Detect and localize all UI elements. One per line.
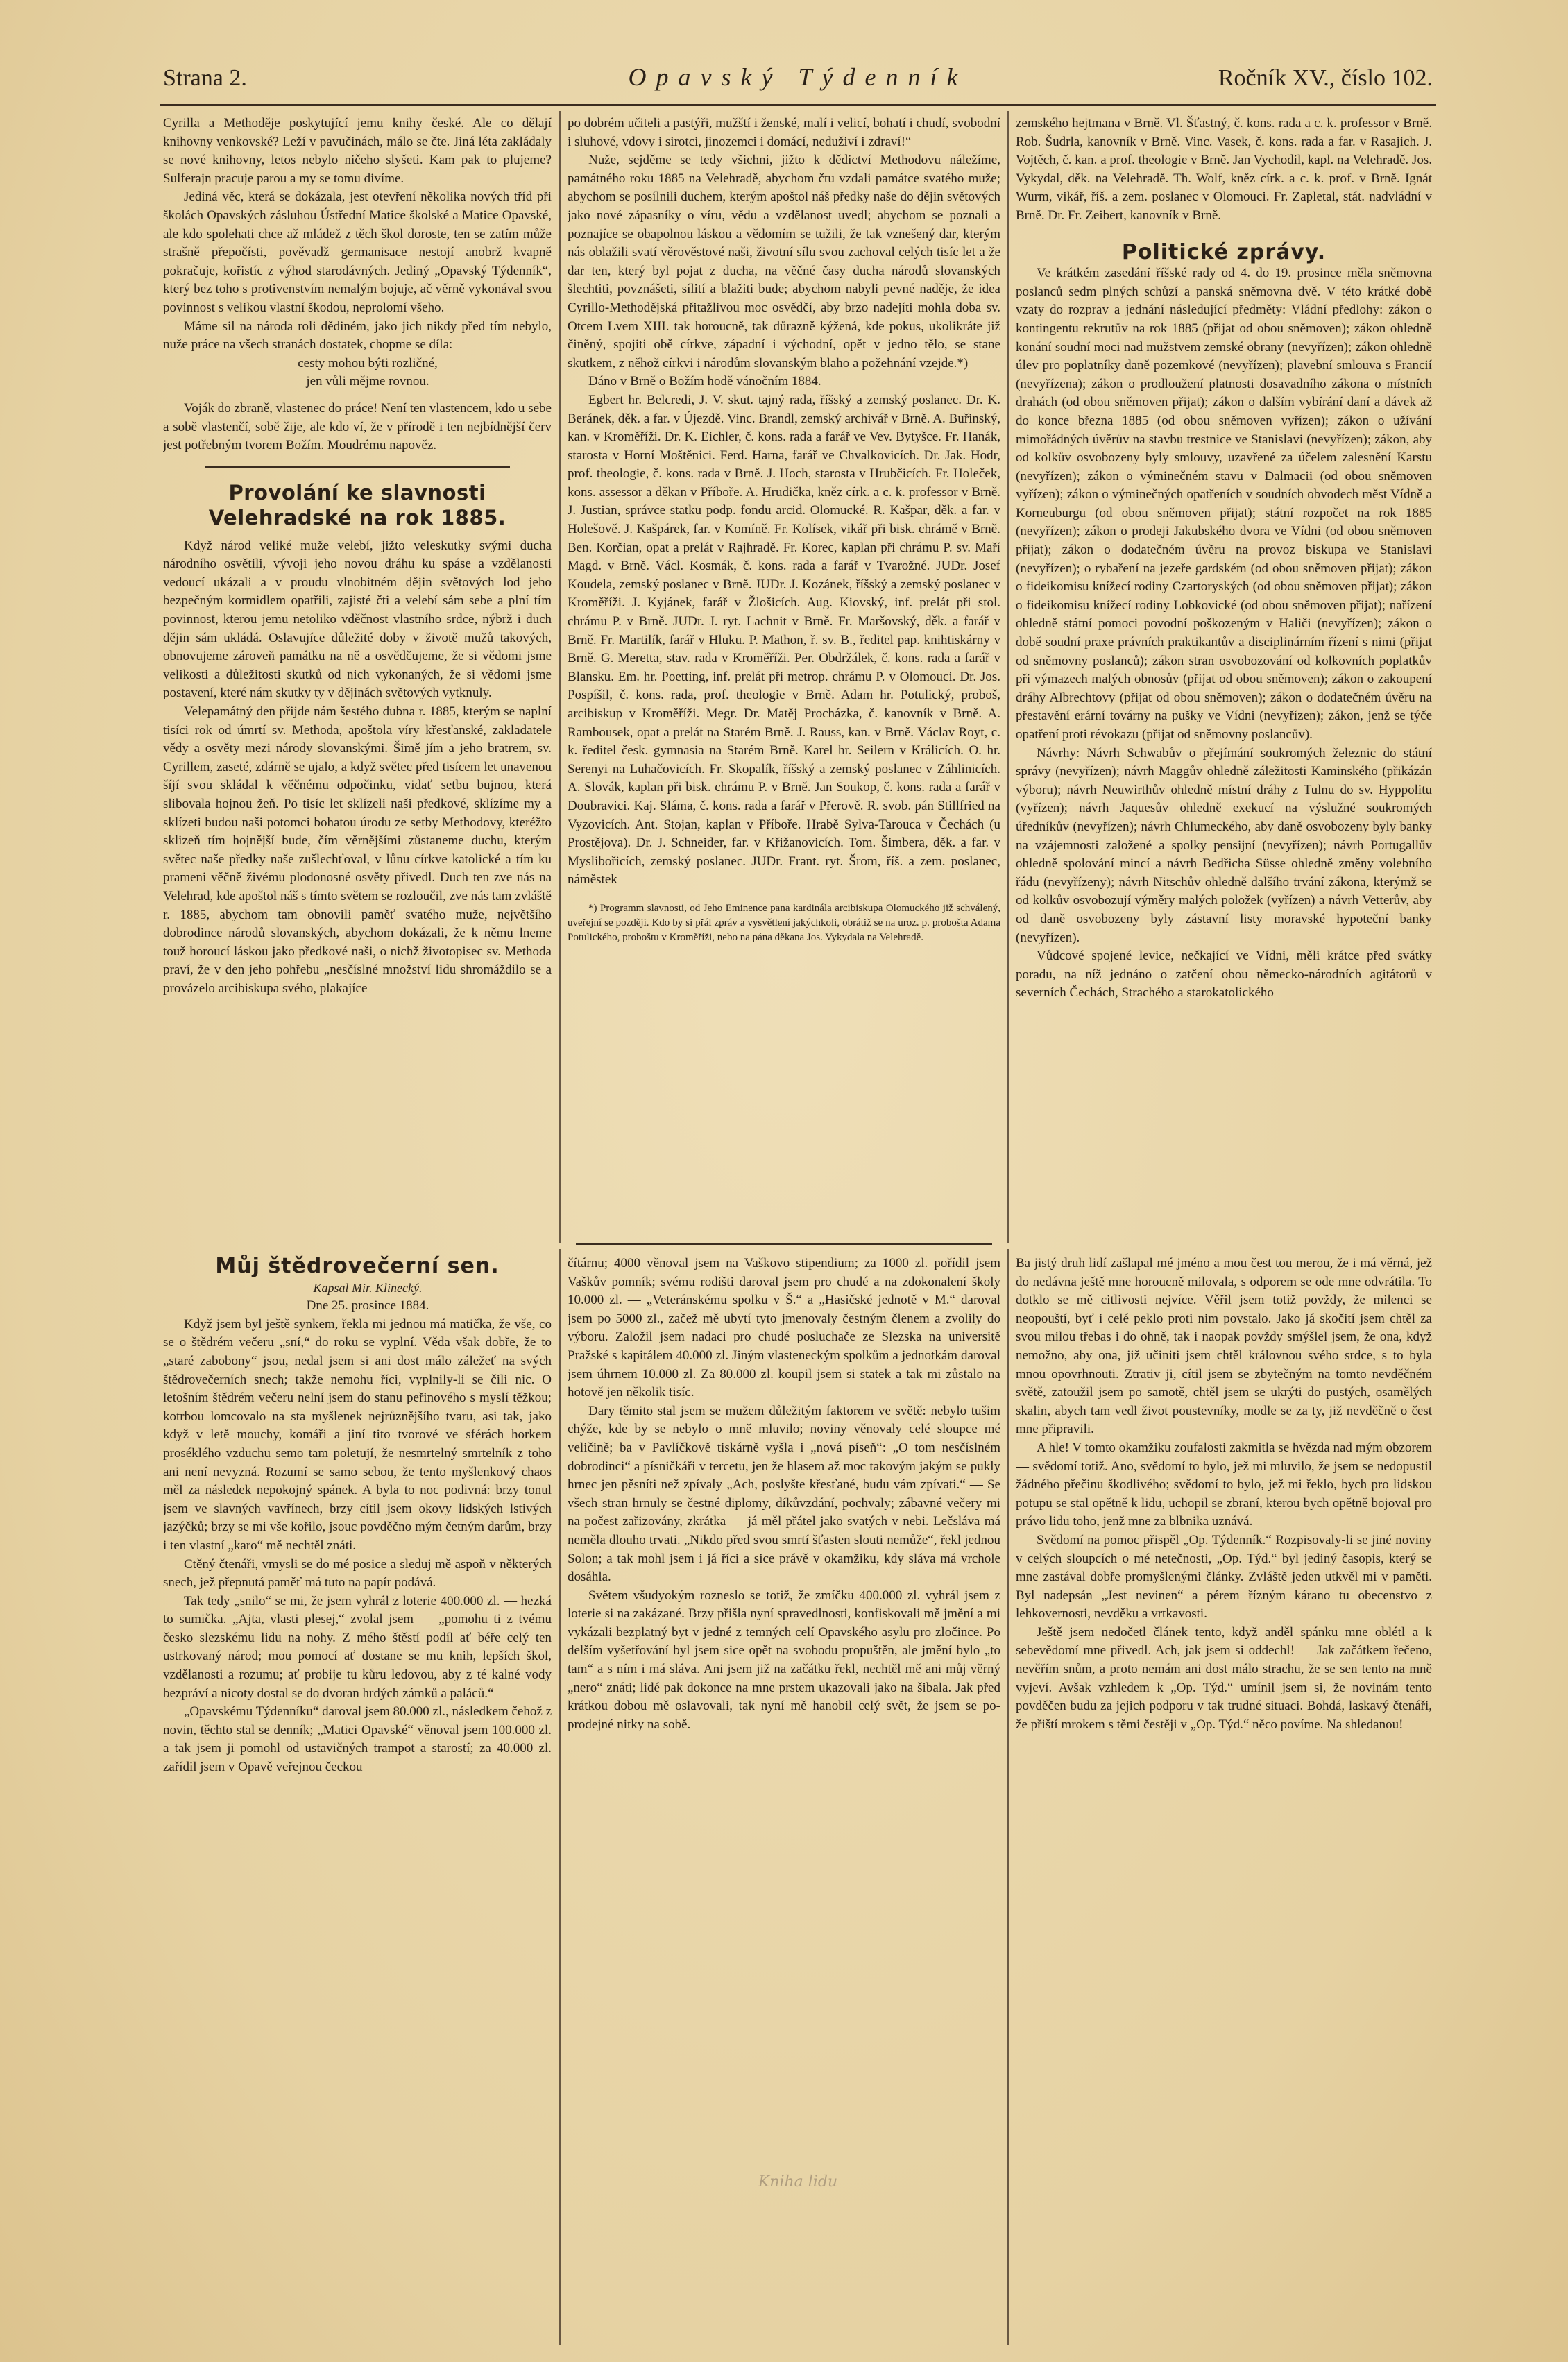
issue-number: Ročník XV., číslo 102. bbox=[1218, 65, 1433, 91]
story-paragraph: čítárnu; 4000 věnoval jsem na Vaškovo stipendium; za 1000 zl. pořídil jsem Vaškův pomník; svému rodišti daroval jsem pro chudé a na zdokonalení školy 10.000 zl. — „Veteránskému spolku v Š.“ a „Hasičské jednotě v M.“ daroval jsem po 5000 zl., začež mě ubytí tyto jmenovaly čestným členem a zvolily do výboru. Založil jsem nadaci pro chudé posluchače ze Slezska na universitě Pražské s kapitálem 40.000 zl. Jiným vlasteneckým spolkům a jednotkám daroval jsem úhrnem 10.000 zl. Za 80.000 zl. koupil jsem si statek a tak mi zůstalo na hotově jen několik tisíc. bbox=[568, 1256, 1000, 1400]
news-paragraph: Návrhy: Návrh Schwabův o přejímání soukromých železnic do státní správy (nevyřízen); návrh Maggův ohledně záležitosti Kaminského (přikázán výboru); návrh Neuwirthův ohledně místní dráhy z Tulnu do sv. Hyppolitu (vyřízen); návrh Jaquesův ohledně exekucí na výslužné soukromých úředníkův (nevyřízen); návrh Chlumeckého, aby daně osvobozeny byly banky na vzájemnosti založené a spolky pensijní (nevyřízen); návrh Portugallův ohledně spolování mincí a návrh Bedřicha Süsse ohledně změny volebního řádu (nevyřízeny); návrh Nitschův ohledně dalšího trvání zákona, kterýmž se od kolkův osvobozují výměry malých položek (vyřízen) a návrh Vetterův, aby od daně osvobozeny byly zástavní listy moravské hypoteční banky (nevyřízen). bbox=[1016, 745, 1432, 945]
column-divider-4 bbox=[1007, 1249, 1009, 2345]
proclamation-paragraph: po dobrém učiteli a pastýři, mužští i ženské, malí i velicí, bohatí i chudí, svobodní i sluhové, vdovy i sirotci, jinozemci i domácí, neduživí i zdraví!“ bbox=[568, 116, 1000, 149]
news-paragraph: Ve krátkém zasedání říšské rady od 4. do 19. prosince měla sněmovna poslanců sedm plných schůzí a panská sněmovna dvě. V této krátké době vzaty do rozprav a jednání následující předměty: Vládní předlohy: zákon o kontingentu rekrutův na rok 1885 (přijat od obou sněmoven); zákon ohledně konání soudní moci nad mužstvem zemské obrany (nevyřízen); zákon ohledně úlev pro poplatníky daně pozemkové (nevyřízen); plavební smlouva s Francií (nevyřízena); zákon o prodloužení platnosti dosavadního zákona o místních drahách (od obou sněmoven přijat); zákon o dalším vybírání daní a dávek až do konce března 1885 (od obou sněmoven vyřízen); zákon o užívání mimořádných úvěrův na stavbu trestnice ve Stanislavi (nevyřízen); zákon, aby od kolkův osvobozeny byly smlouvy, uzavřené za účelem zalesnění Karstu (nevyřízen); zákon o výminečném stavu v Dalmacii (od obou sněmoven vyřízen); zákon o výminečných opatřeních v soudních obvodech měst Vídně a Korneuburgu (od obou sněmoven přijat); státní rozpočet na rok 1885 (nevyřízen); zákon o prodeji Jakubského dvora ve Vídni (od obou sněmoven přijat); zákon o dodatečném úvěru na provoz biskupa ve Stanislavi (nevyřízen); o rybaření na jezeře gardském (od obou sněmoven přijat); zákon o fideikomisu knížecí rodiny Czartoryských (od obou sněmoven přijat); zákon o fideikomisu knížecí rodiny Lobkovické (od obou sněmoven přijat); nařízení ohledně státní pomoci povodní poškozeným v Haliči (nevyřízen); zákon o době soudní praxe právních praktikantův a disciplinárním řízení s nimi (přijat od sněmovny poslanců); zákon stran osvobozování od kolkovních poplatkův při výmazech malých obnosův (přijat od obou sněmoven); zákon o zakoupení dráhy Albrechtovy (přijat od obou sněmoven); zákon o dodatečném úvěru na přestavění erární továrny na pušky ve Vídni (nevyřízen); zákon, jenž se týče opatření proti révokazu (přijat od sněmovny poslancův). bbox=[1016, 266, 1432, 742]
news-paragraph: Vůdcové spojené levice, nečkající ve Vídni, měli krátce před svátky poradu, na níž jednáno o zatčení obou německo-národních agitátorů v severních Čechách, Strachého a starokatolického bbox=[1016, 949, 1432, 1001]
signatories-continued: zemského hejtmana v Brně. Vl. Šťastný, č. kons. rada a c. k. professor v Brně. Rob. Šudrla, kanovník v Brně. Vinc. Vasek, č. kons. rada a far. v Rasajich. J. Vojtěch, č. kan. a prof. theologie v Brně. Jan Vychodil, kapl. na Velehradě. Jos. Vykydal, děk. na Velehradě. Th. Wolf, kněz círk. a c. k. prof. v Brně. Ignát Wurm, vikář, říš. a zem. poslanec v Olomouci. Fr. Zapletal, stát. nadvládní v Brně. Dr. Fr. Zeibert, kanovník v Brně. bbox=[1016, 116, 1432, 223]
section-divider bbox=[576, 1243, 992, 1245]
library-stamp: Kniha lidu bbox=[758, 2173, 838, 2191]
masthead-title: Opavský Týdenník bbox=[628, 63, 968, 91]
story-paragraph: Ba jistý druh lidí zašlapal mé jméno a mou čest tou merou, že i má věrná, jež do nedávna ještě mne horoucně milovala, s odporem se ode mne odvrátila. To dotklo se mě citlivosti nejvíce. Věřil jsem totiž povždy, že milenci se neopouští, byť i celé peklo proti nim povstalo. Jako já skočití jsem chtěl za svou milou třebas i do ohně, tak i naopak povždy smýšlel jsem, že ona, když nemožno, aby ona, již učiniti jsem chtěl královnou svého srdce, s to byla mnou opovrhnouti. Ztrativ ji, cítil jsem se zbytečným na tomto nevděčném světě, zatoužil jsem po samotě, chtěl jsem se ukrýti do pustých, osamělých skalin, abych tam vedl život poustevníky, modle se za ty, již nevděčně o čest mne připravili. bbox=[1016, 1256, 1432, 1437]
header-rule bbox=[160, 104, 1436, 106]
column-1-top bbox=[163, 114, 552, 1239]
dateline: Dne 25. prosince 1884. bbox=[306, 1298, 429, 1314]
page-number: Strana 2. bbox=[163, 65, 247, 91]
column-3-top bbox=[1016, 114, 1432, 1239]
proclamation-paragraph: Nuže, sejděme se tedy všichni, jižto k dědictví Methodovu náležíme, památného roku 1885 na Velehradě, abychom čtu vzdali památce svatého muže; abychom se posílnili duchem, kterým apoštol náš předky naše do dějin světových jako nové zápasníky o víru, vědu a vzdělanost uvedl; abychom se poznali a poznajíce se obapolnou láskou a vědomím se tužili, že tak vznešený dar, kterým nás oblažili svatí věrověstové naši, životní sílu svou zachoval celých tisíc let a že dar ten, který byl pojat z ducha, na věčné časy ducha národů slovanských šlechtiti, povznášeti, sílití a blažiti bude; abychom nabyli pevné naděje, že idea Cyrillo-Methodějská přitažlivou moc osvědčí, aby brzo nadejíti mohla doba sv. Otcem Lvem XIII. tak horoucně, tak důrazně kýžená, kde pokus, ukolikráte již činěný, spojiti obě církve, západní i východní, opět v jedno tělo, se stane skutkem, z něhož církvi i národům slovanským blaho a požehnání vzejde.*) bbox=[568, 153, 1000, 371]
page-header bbox=[163, 61, 1433, 103]
column-divider-1 bbox=[559, 111, 561, 1243]
column-3-bottom bbox=[1016, 1255, 1432, 2344]
story-paragraph: Když jsem byl ještě synkem, řekla mi jednou má matička, že vše, co se o štědrém večeru „sní,“ do roku se vyplní. Věda však dobře, že to „staré zabobony“ jsou, nedal jsem si ani dost málo záležeť na svých štědrovečerních snech; takže nemohu říci, vyplnily-li se čili nic. O letošním štědrém večeru nelní jsem do stanu peřinového s myslí těžkou; kotrbou lomcovalo na sta myšlenek nejrůznějšího tvaru, asi tak, jako když v letě mouchy, komáři a jiní tito tvorové ve sférách horkem proséklého vzduchu semo tam poletují, že nesmrtelný smrtelník z toho ani není nevyzná. Rozumí se samo sebou, že tento myšlenkový chaos měl za následek nepokojný spánek. A byla to noc podivná: brzy tonul jsem ve slavných vavřínech, brzy cítil jsem okovy lidských lstivých jazýčků; brzy se mi vše kořilo, jsouc povděčno mým četným darům, brzy i ten vlastní „karo“ mě nechtěl znáti. bbox=[163, 1316, 552, 1553]
article-paragraph: Voják do zbraně, vlastenec do práce! Není ten vlastencem, kdo u sebe a sobě vlastenčí, sobě žije, ale kdo ví, že v přírodě i ten nejbídnější červ jest potřebným tvorem Božím. Moudrému napověz. bbox=[163, 400, 552, 453]
story-paragraph: Ještě jsem nedočetl článek tento, když anděl spánku mne oblétl a k sebevědomí mne přivedl. Ach, jak jsem si oddechl! — Jak začátkem řečeno, nevěřím snům, a proto nemám ani dost málo strachu, že se sen tento na mně vyjeví. Avšak vzhledem k „Op. Týd.“ umínil jsem si, že novinám tento povděčen budu za jejich podporu v tak trudné situaci. Bohdá, laskavý čtenáři, že přiští mrokem s těmi čestěji v „Op. Týd.“ něco povíme. Na shledanou! bbox=[1016, 1624, 1432, 1732]
story-paragraph: Světem všudyokým rozneslo se totiž, že zmíčku 400.000 zl. vyhrál jsem z loterie si na zakázané. Brzy přišla nyní spravedlnosti, konfiskovali mě jmění a mi vykázali bezplatný byt v jedné z temných celí Opavského asylu pro zločince. Po delším vyšetřování byl jsem sice opět na svobodu propuštěn, ale jmění bylo „to tam“ a s ním i má sláva. Ani jsem již na začátku řekl, nechtěl mě ani můj věrný „nero“ znáti; lidé pak dokonce na mne prstem ukazovali jako na šibala. Jak před krátkou dobou mě oslavovali, tak nyní mě hanobil celý svět, že jsem se po- prodejné nitky na sobě. bbox=[568, 1588, 1000, 1732]
story-paragraph: Ctěný čtenáři, vmysli se do mé posice a sleduj mě aspoň v některých snech, jež přepnutá paměť má tuto na papír podává. bbox=[163, 1556, 552, 1590]
proclamation-paragraph: Velepamátný den přijde nám šestého dubna r. 1885, kterým se naplní tisíci rok od úmrtí sv. Methoda, apoštola víry křesťanské, zakladatele vědy a osvěty mezi národy slovanskými. Šimě jím a jeho bratrem, sv. Cyrillem, zaseté, zdárně se ujalo, a když světec před tisícem let unavenou šíjí svou skládal k věčnému odpočinku, vidať setbu bujnou, která slibovala hojnou žeň. Po tisíc let sklízeli naši předkové, sklízíme my a sklízeti budou naši potomci bohatou úrodu ze setby Methodovy, kteréžto sklizeň tím hojnější bude, čím věrnějšími zůstaneme duchu, kterým světec naše předky naše zušlechťoval, v lůnu církve katolické a tím ku prameni věčně živému plodonosné osvěty přivedl. Duch ten zve nás na Velehrad, kde apoštol náš s tímto světem se rozloučil, zve nás tam zvláště r. 1885, abychom tam obnovili paměť svatého muže, největšího dobrodince národů slovanských, abychom dokázali, že k němu lneme touž horoucí láskou jako předkové naši, o nichž životopisec sv. Methoda praví, že v den jeho pohřebu „nesčíslné množství lidu shromáždilo se a provázelo arcibiskupa svého, plakajíce bbox=[163, 704, 552, 996]
footnote: *) Programm slavnosti, od Jeho Eminence pana kardinála arcibiskupa Olomuckého již schválený, uveřejní se později. Kdo by si přál zpráv a vysvětlení jakýchkoli, obrátiž se na uroz. p. probošta Adama Potulického, proboštu v Kroměříži, nebo na pána děkana Jos. Vykydala na Velehradě. bbox=[568, 902, 1000, 943]
article-paragraph: Cyrilla a Methoděje poskytující jemu knihy české. Ale co dělají knihovny venkovské? Leží v pavučinách, málo se čte. Jiná léta zakládaly se nové knihovny, letos nebylo ničeho slyšeti. Kam pak to plujeme? Sulferajn pracuje parou a my se tomu divíme. bbox=[163, 116, 552, 186]
story-paragraph: A hle! V tomto okamžiku zoufalosti zakmitla se hvězda nad mým obzorem — svědomí totiž. Ano, svědomí to bylo, jež mi mluvilo, že jsem se nedopustil žádného přečinu škodlivého; svědomí to bylo, jež mi řeklo, bych pro lidskou potupu se stal opětně k lidu, uchopil se zbraní, kterou bych opětně bojoval pro právo lidu toho, jenž mne za blbnika uznává. bbox=[1016, 1440, 1432, 1529]
column-divider-2 bbox=[1007, 111, 1009, 1243]
column-divider-3 bbox=[559, 1249, 561, 2345]
verse-line: jen vůli mějme rovnou. bbox=[306, 374, 429, 389]
proclamation-heading: Provolání ke slavnosti Velehradské na rok 1885. bbox=[208, 480, 506, 529]
byline: Kapsal Mir. Klinecký. bbox=[313, 1280, 423, 1295]
story-paragraph: Dary těmito stal jsem se mužem důležitým faktorem ve světě: nebylo tušim chýže, kde by se nebylo o mně mluvilo; noviny věnovaly celé sloupce mé veličině; ba v Pavlíčkově tiskárně vyšla i „nová píseň“: „O tom nesčíslném dobrodinci“ a písničkáři v tercetu, jen že hlasem až moc takovým jakým se pukly hrnec jen pěsníti než zpívaly „Ach, poslyšte křesťané, budu vám zpívati.“ — Se všech stran hrnuly se čestné diplomy, díkůvzdání, pochvaly; zábavné večery mi na počest zařizovány, zkrátka — já měl přátel jako svatých v nebi. Lečsláva má neměla dlouho trvati. „Nikdo před svou smrtí šťasten slouti nemůže“, řekl jednou Solon; a tak mohl jsem i já říci a sice právě v okamžiku, kdy sláva má vrchole dosáhla. bbox=[568, 1403, 1000, 1585]
signatories: Egbert hr. Belcredi, J. V. skut. tajný rada, říšský a zemský poslanec. Dr. K. Beránek, děk. a far. v Újezdě. Vinc. Brandl, zemský archivář v Brně. A. Buřinský, kan. v Kroměříži. Dr. K. Eichler, č. kons. rada a farář ve Vev. Bytyšce. Fr. Hanák, starosta v Horní Moštěnici. Ferd. Harna, farář ve Chvalkovicích. Dr. Jak. Hodr, prof. theologie, č. kons. rada v Brně. J. Hoch, starosta v Hrubčicích. Fr. Holeček, kons. assessor a děkan v Příboře. A. Hrudička, kněz círk. a c. k. professor v Brně. J. Justian, správce statku podp. fondu arcid. Olomucké. R. Kašpar, děk. a far. v Holešově. J. Kašpárek, far. v Komíně. Fr. Kolísek, vikář při bisk. chrámě v Brně. Ben. Korčian, opat a prelát v Rajhradě. Fr. Korec, kaplan při chrámu P. sv. Maří Magd. v Brně. Václ. Kosmák, č. kons. rada a farář v Tvarožné. JUDr. Josef Koudela, zemský poslanec v Brně. JUDr. J. Kozánek, říšský a zemský poslanec v Kroměříži. J. Kyjánek, farář v Žlošicích. Aug. Kiovský, inf. prelát při stol. chrámu P. v Brně. JUDr. J. ryt. Lachnit v Brně. Fr. Maršovský, děk. a farář v Brně. Fr. Martilík, farář v Hluku. P. Mathon, ř. sv. B., ředitel pap. knihtiskárny v Brně. G. Meretta, stav. rada v Kroměříži. Per. Obdržálek, č. kons. rada a farář v Blansku. Em. hr. Poetting, inf. prelát při metrop. chrámu P. v Olomouci. Dr. Jos. Pospíšil, č. kons. rada, prof. theologie v Brně. Adam hr. Potulický, proboš, arcibiskup v Kroměříži. Megr. Dr. Matěj Procházka, č. kanovník v Brně. A. Rambousek, opat a prelát na Starém Brně. J. Rauss, kan. v Brně. Václav Royt, c. k. ředitel česk. gymnasia na Starém Brně. Karel hr. Seilern v Králicích. O. hr. Serenyi na Luhačovicích. Fr. Skopalík, říšský a zemský poslanec v Záhlinicích. A. Slovák, kaplan při bisk. chrámu P. v Brně. Jan Soukop, č. kons. rada a farář v Doubravici. Kaj. Sláma, č. kons. rada a farář v Přerově. R. svob. pán Stillfried na Vyzovicích. Ant. Stojan, kaplan v Příboře. Hrabě Sylva-Tarouca v Čechách (u Prostějova). Dr. J. Schneider, far. v Křižanovicích. Tom. Šimbera, děk. a far. v Myslibořicích, zemský poslanec. JUDr. Frant. ryt. Šrom, říš. a zem. poslanec, náměstek bbox=[568, 392, 1000, 887]
story-paragraph: Svědomí na pomoc přispěl „Op. Týdenník.“ Rozpisovaly-li se jiné noviny v celých sloupcích o mé netečnosti, „Op. Týd.“ byl jediný časopis, který se mne zastával dobře promyšlenými články. Zvláště jeden utkvěl mi v paměti. Byl nadepsán „Jest nevinen“ a pérem řízným kárano tu obecenstvo z lehkovernosti, nevděku a vrtkavosti. bbox=[1016, 1532, 1432, 1622]
column-2-top bbox=[568, 114, 1000, 1239]
proclamation-date: Dáno v Brně o Božím hodě vánočním 1884. bbox=[588, 374, 821, 389]
story-paragraph: Tak tedy „snilo“ se mi, že jsem vyhrál z loterie 400.000 zl. — hezká to sumička. „Ajta, vlasti plesej,“ zvolal jsem — „pomohu ti z tvému česko slezskému lidu na nohy. Z mého štěstí podíl ať béře celý ten ustrkovaný národ; mou pomocí ať dostane se mu knih, lepších škol, vzdělanosti a rozumu; ať probije tu kůru ledovou, aby z té kalné vody bezpráví a nicoty dostal se do dvoran hrdých zámků a paláců.“ bbox=[163, 1593, 552, 1701]
article-paragraph: Jediná věc, která se dokázala, jest otevření několika nových tříd při školách Opavských zásluhou Ústřední Matice školské a Matice Opavské, ale kdo spolehati chce až mládež z těch škol doroste, ten se zatím může strašně přepočísti, pověvadž germanisace nestojí anobrž kvapně pokračuje, kořistíc z výhod starodávných. Jediný „Opavský Týdenník“, který bez toho s protivenstvím nemalým bojuje, ač věrně vykonával svou povinnost s velikou vlastní škodou, neprolomí všeho. bbox=[163, 189, 552, 315]
proclamation-paragraph: Když národ veliké muže velebí, jižto veleskutky svými ducha národního osvětili, vývoji jeho novou dráhu ku spáse a vzdělanosti vedoucí ukázali a v proudu vlnobitném dějin světových lod jeho bezpečným kormidlem opatřili, zajisté čti a velebí sám sebe a plní tím povinnost, kterou jemu netoliko vděčnost vlastního srdce, nýbrž i duch dějin sám ukládá. Oslavujíce důležité doby v životě mužů takových, obnovujeme zároveň památku na ně a osvědčujeme, že si vědomi jsme velikosti a důležitosti skutků od nich vykonaných, že si vědomi jsme postavení, které nám skutky ty v dějinách světových vytknuly. bbox=[163, 538, 552, 701]
column-1-bottom bbox=[163, 1255, 552, 2344]
political-news-heading: Politické zprávy. bbox=[1121, 239, 1327, 264]
dream-heading: Můj štědrovečerní sen. bbox=[215, 1255, 500, 1278]
article-paragraph: Máme sil na národa roli dědiném, jako jich nikdy před tím nebylo, nuže práce na všech stranách dostatek, chopme se díla: bbox=[163, 318, 552, 352]
verse-line: cesty mohou býti rozličné, bbox=[298, 355, 438, 371]
article-divider bbox=[205, 466, 510, 468]
story-paragraph: „Opavskému Týdenníku“ daroval jsem 80.000 zl., následkem čehož z novin, těchto stal se denník; „Matici Opavské“ věnoval jsem 100.000 zl. a tak jsem ji pomohl od ustavičných trampot a starostí; za 40.000 zl. zařídil jsem v Opavě veřejnou čeckou bbox=[163, 1704, 552, 1775]
